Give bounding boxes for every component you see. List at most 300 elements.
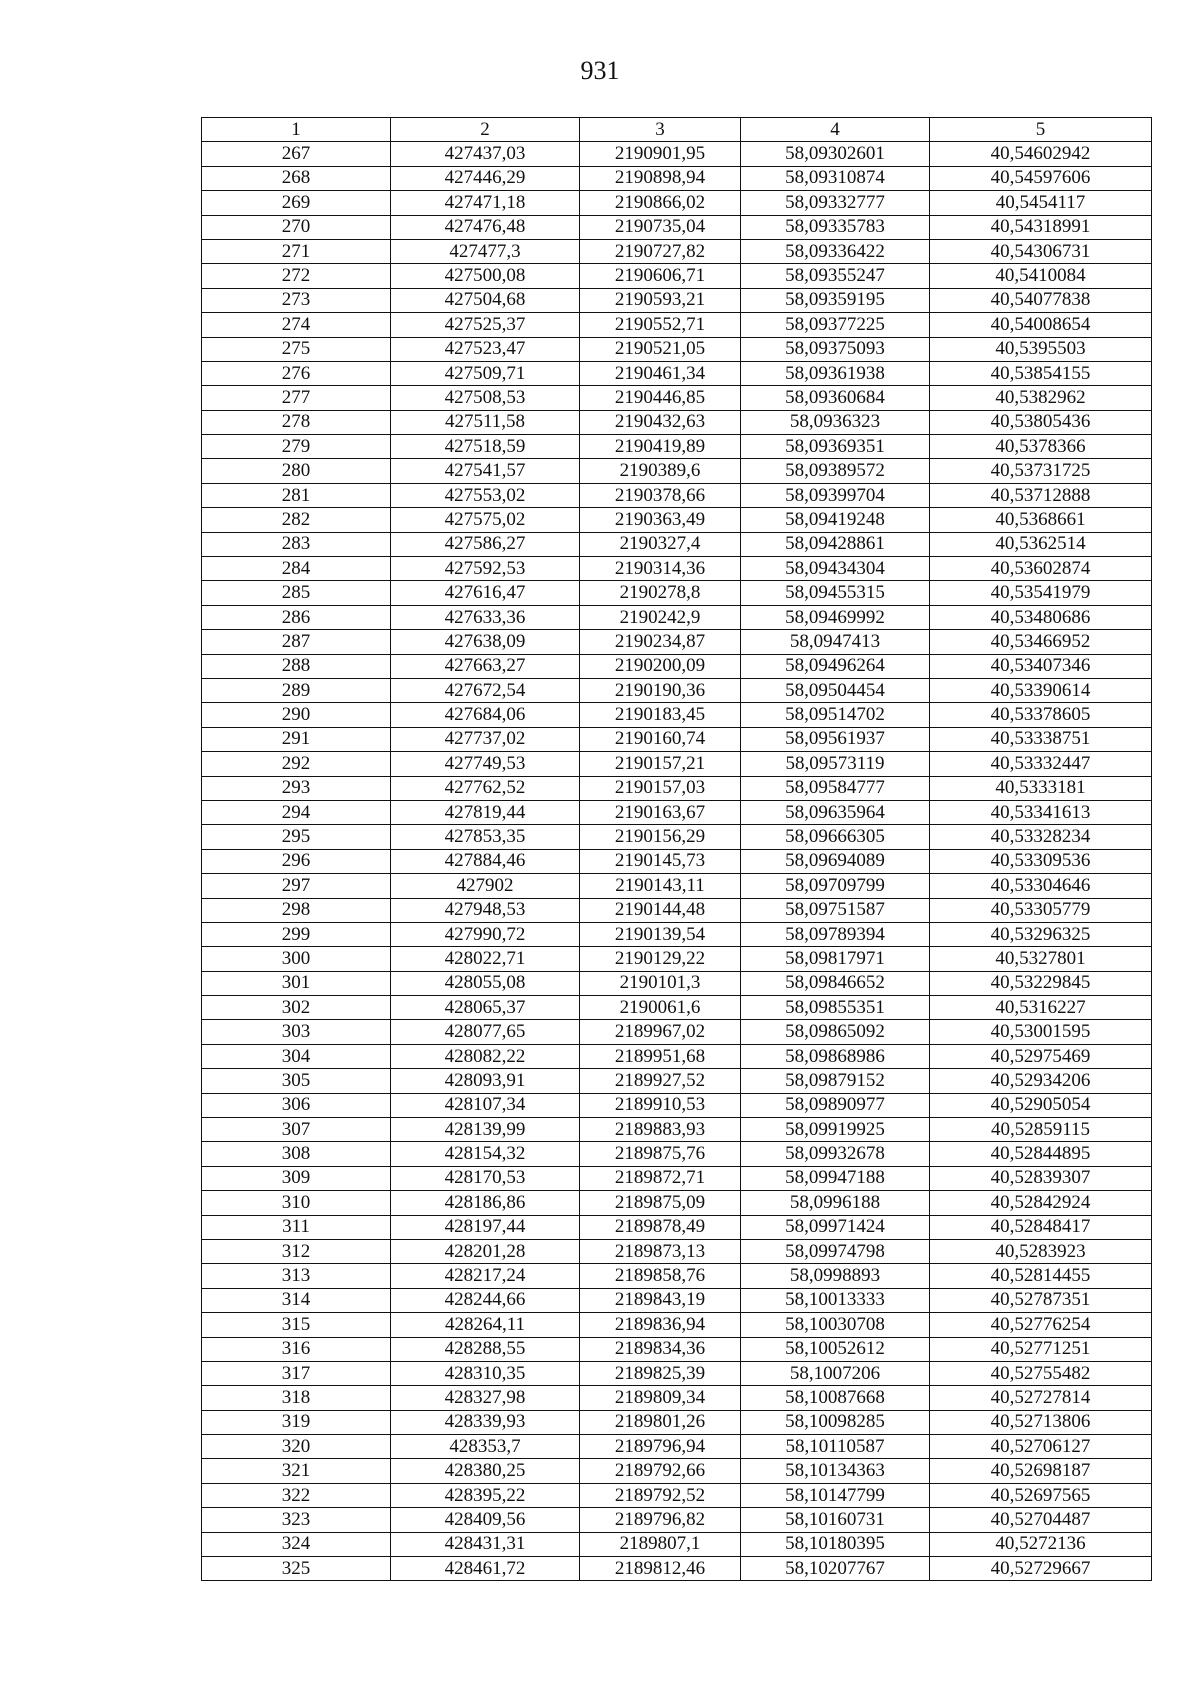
table-row — [202, 1313, 1152, 1337]
table-cell-col-5: 40,53332447 — [930, 752, 1152, 776]
table-cell-col-4: 58,09947188 — [741, 1166, 930, 1190]
table-row — [202, 1142, 1152, 1166]
table-row — [202, 898, 1152, 922]
table-cell-col-4: 58,10180395 — [741, 1532, 930, 1556]
table-cell-col-5: 40,52697565 — [930, 1483, 1152, 1507]
table-cell-col-2: 427575,02 — [391, 508, 580, 532]
table-cell-col-4: 58,09879152 — [741, 1069, 930, 1093]
table-row — [202, 1386, 1152, 1410]
table-cell-col-2: 428327,98 — [391, 1386, 580, 1410]
table-cell-col-1: 290 — [202, 703, 391, 727]
table-cell-col-4: 58,09310874 — [741, 166, 930, 190]
table-body — [202, 142, 1152, 1581]
table-cell-col-5: 40,52814455 — [930, 1264, 1152, 1288]
table-cell-col-3: 2189809,34 — [580, 1386, 741, 1410]
table-cell-col-4: 58,09709799 — [741, 874, 930, 898]
table-cell-col-1: 314 — [202, 1288, 391, 1312]
table-cell-col-3: 2190866,02 — [580, 191, 741, 215]
table-cell-col-5: 40,52776254 — [930, 1313, 1152, 1337]
table-cell-col-1: 295 — [202, 825, 391, 849]
table-cell-col-4: 58,10110587 — [741, 1435, 930, 1459]
table-row — [202, 313, 1152, 337]
table-cell-col-2: 427672,54 — [391, 678, 580, 702]
table-cell-col-1: 288 — [202, 654, 391, 678]
table-cell-col-4: 58,0936323 — [741, 410, 930, 434]
table-cell-col-4: 58,09932678 — [741, 1142, 930, 1166]
table-row — [202, 1557, 1152, 1581]
table-cell-col-4: 58,09359195 — [741, 288, 930, 312]
table-cell-col-2: 428353,7 — [391, 1435, 580, 1459]
table-row — [202, 557, 1152, 581]
table-cell-col-2: 427509,71 — [391, 361, 580, 385]
table-cell-col-2: 428082,22 — [391, 1044, 580, 1068]
table-cell-col-4: 58,09865092 — [741, 1020, 930, 1044]
table-cell-col-1: 289 — [202, 678, 391, 702]
table-cell-col-3: 2189927,52 — [580, 1069, 741, 1093]
table-cell-col-2: 428065,37 — [391, 996, 580, 1020]
table-cell-col-1: 270 — [202, 215, 391, 239]
table-cell-col-3: 2190901,95 — [580, 142, 741, 166]
table-cell-col-3: 2189858,76 — [580, 1264, 741, 1288]
column-header-1: 1 — [202, 118, 391, 142]
table-cell-col-4: 58,1007206 — [741, 1361, 930, 1385]
table-cell-col-4: 58,10098285 — [741, 1410, 930, 1434]
table-cell-col-3: 2189875,76 — [580, 1142, 741, 1166]
table-cell-col-5: 40,52704487 — [930, 1508, 1152, 1532]
table-cell-col-4: 58,09584777 — [741, 776, 930, 800]
table-cell-col-3: 2190314,36 — [580, 557, 741, 581]
table-cell-col-5: 40,52713806 — [930, 1410, 1152, 1434]
table-cell-col-3: 2190190,36 — [580, 678, 741, 702]
table-cell-col-4: 58,09971424 — [741, 1215, 930, 1239]
table-cell-col-4: 58,09635964 — [741, 800, 930, 824]
table-cell-col-3: 2190061,6 — [580, 996, 741, 1020]
table-cell-col-4: 58,09377225 — [741, 313, 930, 337]
table-cell-col-5: 40,52839307 — [930, 1166, 1152, 1190]
table-cell-col-5: 40,53338751 — [930, 727, 1152, 751]
table-cell-col-5: 40,52727814 — [930, 1386, 1152, 1410]
table-cell-col-3: 2190327,4 — [580, 532, 741, 556]
table-cell-col-5: 40,53805436 — [930, 410, 1152, 434]
table-cell-col-2: 428197,44 — [391, 1215, 580, 1239]
column-header-5: 5 — [930, 118, 1152, 142]
table-cell-col-2: 427684,06 — [391, 703, 580, 727]
table-cell-col-3: 2190363,49 — [580, 508, 741, 532]
table-cell-col-1: 304 — [202, 1044, 391, 1068]
table-cell-col-3: 2190461,34 — [580, 361, 741, 385]
table-row — [202, 849, 1152, 873]
table-cell-col-5: 40,5362514 — [930, 532, 1152, 556]
table-cell-col-5: 40,52755482 — [930, 1361, 1152, 1385]
table-cell-col-1: 267 — [202, 142, 391, 166]
table-cell-col-4: 58,10134363 — [741, 1459, 930, 1483]
column-header-3: 3 — [580, 118, 741, 142]
table-row — [202, 996, 1152, 1020]
table-cell-col-2: 428170,53 — [391, 1166, 580, 1190]
table-cell-col-4: 58,10087668 — [741, 1386, 930, 1410]
table-cell-col-4: 58,09573119 — [741, 752, 930, 776]
table-cell-col-2: 427749,53 — [391, 752, 580, 776]
table-cell-col-2: 428244,66 — [391, 1288, 580, 1312]
table-row — [202, 605, 1152, 629]
table-cell-col-1: 282 — [202, 508, 391, 532]
table-cell-col-3: 2189873,13 — [580, 1239, 741, 1263]
table-cell-col-4: 58,09399704 — [741, 483, 930, 507]
table-cell-col-4: 58,09868986 — [741, 1044, 930, 1068]
table-cell-col-1: 281 — [202, 483, 391, 507]
table-cell-col-1: 287 — [202, 630, 391, 654]
table-header — [202, 118, 1152, 142]
table-cell-col-4: 58,09846652 — [741, 971, 930, 995]
table-cell-col-4: 58,09360684 — [741, 386, 930, 410]
table-cell-col-2: 427500,08 — [391, 264, 580, 288]
table-cell-col-2: 427504,68 — [391, 288, 580, 312]
table-cell-col-1: 305 — [202, 1069, 391, 1093]
table-cell-col-2: 427592,53 — [391, 557, 580, 581]
table-cell-col-2: 428431,31 — [391, 1532, 580, 1556]
table-cell-col-2: 428288,55 — [391, 1337, 580, 1361]
table-row — [202, 947, 1152, 971]
table-row — [202, 142, 1152, 166]
table-cell-col-5: 40,53378605 — [930, 703, 1152, 727]
table-cell-col-1: 299 — [202, 922, 391, 946]
table-cell-col-3: 2189878,49 — [580, 1215, 741, 1239]
table-cell-col-2: 427638,09 — [391, 630, 580, 654]
table-cell-col-2: 427525,37 — [391, 313, 580, 337]
table-cell-col-4: 58,10207767 — [741, 1557, 930, 1581]
table-cell-col-2: 428107,34 — [391, 1093, 580, 1117]
table-cell-col-4: 58,09751587 — [741, 898, 930, 922]
table-cell-col-5: 40,52706127 — [930, 1435, 1152, 1459]
table-cell-col-1: 280 — [202, 459, 391, 483]
table-cell-col-4: 58,09302601 — [741, 142, 930, 166]
table-cell-col-5: 40,5272136 — [930, 1532, 1152, 1556]
table-cell-col-2: 428055,08 — [391, 971, 580, 995]
table-cell-col-2: 428217,24 — [391, 1264, 580, 1288]
table-cell-col-3: 2189807,1 — [580, 1532, 741, 1556]
table-cell-col-2: 427553,02 — [391, 483, 580, 507]
table-row — [202, 581, 1152, 605]
table-cell-col-1: 317 — [202, 1361, 391, 1385]
table-cell-col-4: 58,09355247 — [741, 264, 930, 288]
table-cell-col-1: 297 — [202, 874, 391, 898]
table-cell-col-4: 58,0996188 — [741, 1191, 930, 1215]
table-cell-col-3: 2190157,03 — [580, 776, 741, 800]
table-cell-col-4: 58,09336422 — [741, 239, 930, 263]
table-cell-col-3: 2189796,82 — [580, 1508, 741, 1532]
table-cell-col-4: 58,09361938 — [741, 361, 930, 385]
table-cell-col-5: 40,54008654 — [930, 313, 1152, 337]
table-cell-col-3: 2189812,46 — [580, 1557, 741, 1581]
table-cell-col-3: 2190101,3 — [580, 971, 741, 995]
table-cell-col-4: 58,09514702 — [741, 703, 930, 727]
table-row — [202, 288, 1152, 312]
table-cell-col-1: 319 — [202, 1410, 391, 1434]
table-cell-col-2: 427476,48 — [391, 215, 580, 239]
table-cell-col-1: 312 — [202, 1239, 391, 1263]
table-cell-col-2: 428461,72 — [391, 1557, 580, 1581]
table-cell-col-2: 428154,32 — [391, 1142, 580, 1166]
table-row — [202, 386, 1152, 410]
table-cell-col-5: 40,53304646 — [930, 874, 1152, 898]
table-row — [202, 1508, 1152, 1532]
table-cell-col-2: 427819,44 — [391, 800, 580, 824]
table-cell-col-4: 58,09504454 — [741, 678, 930, 702]
table-cell-col-2: 427518,59 — [391, 435, 580, 459]
table-cell-col-2: 427508,53 — [391, 386, 580, 410]
table-row — [202, 239, 1152, 263]
table-cell-col-3: 2190139,54 — [580, 922, 741, 946]
table-row — [202, 1044, 1152, 1068]
table-cell-col-3: 2189883,93 — [580, 1118, 741, 1142]
coordinates-table — [201, 117, 1152, 1581]
table-cell-col-4: 58,09496264 — [741, 654, 930, 678]
table-cell-col-5: 40,52975469 — [930, 1044, 1152, 1068]
table-cell-col-4: 58,09561937 — [741, 727, 930, 751]
table-row — [202, 1264, 1152, 1288]
table-cell-col-2: 427446,29 — [391, 166, 580, 190]
table-cell-col-1: 324 — [202, 1532, 391, 1556]
table-cell-col-5: 40,53480686 — [930, 605, 1152, 629]
table-row — [202, 410, 1152, 434]
table-cell-col-4: 58,0947413 — [741, 630, 930, 654]
table-cell-col-3: 2190552,71 — [580, 313, 741, 337]
table-cell-col-2: 428339,93 — [391, 1410, 580, 1434]
table-cell-col-1: 269 — [202, 191, 391, 215]
table-cell-col-5: 40,5378366 — [930, 435, 1152, 459]
table-cell-col-3: 2190242,9 — [580, 605, 741, 629]
table-cell-col-5: 40,54602942 — [930, 142, 1152, 166]
table-cell-col-3: 2189796,94 — [580, 1435, 741, 1459]
table-cell-col-3: 2190163,67 — [580, 800, 741, 824]
table-row — [202, 800, 1152, 824]
table-cell-col-4: 58,09389572 — [741, 459, 930, 483]
table-cell-col-3: 2189825,39 — [580, 1361, 741, 1385]
table-cell-col-1: 292 — [202, 752, 391, 776]
table-cell-col-4: 58,09428861 — [741, 532, 930, 556]
table-cell-col-1: 291 — [202, 727, 391, 751]
table-cell-col-4: 58,0998893 — [741, 1264, 930, 1288]
table-cell-col-2: 427616,47 — [391, 581, 580, 605]
table-cell-col-2: 428380,25 — [391, 1459, 580, 1483]
table-cell-col-1: 285 — [202, 581, 391, 605]
table-cell-col-3: 2190521,05 — [580, 337, 741, 361]
table-cell-col-4: 58,09332777 — [741, 191, 930, 215]
page-number: 931 — [580, 56, 620, 85]
table-cell-col-3: 2190156,29 — [580, 825, 741, 849]
table-row — [202, 727, 1152, 751]
table-cell-col-2: 427948,53 — [391, 898, 580, 922]
table-cell-col-5: 40,52934206 — [930, 1069, 1152, 1093]
table-cell-col-5: 40,5368661 — [930, 508, 1152, 532]
table-cell-col-5: 40,53731725 — [930, 459, 1152, 483]
table-cell-col-2: 428201,28 — [391, 1239, 580, 1263]
table-cell-col-5: 40,54306731 — [930, 239, 1152, 263]
table-cell-col-5: 40,52787351 — [930, 1288, 1152, 1312]
table-cell-col-1: 307 — [202, 1118, 391, 1142]
table-cell-col-4: 58,10052612 — [741, 1337, 930, 1361]
table-cell-col-3: 2189875,09 — [580, 1191, 741, 1215]
table-cell-col-5: 40,5333181 — [930, 776, 1152, 800]
table-cell-col-5: 40,52771251 — [930, 1337, 1152, 1361]
table-cell-col-1: 308 — [202, 1142, 391, 1166]
table-cell-col-5: 40,52844895 — [930, 1142, 1152, 1166]
table-cell-col-1: 302 — [202, 996, 391, 1020]
table-cell-col-2: 427902 — [391, 874, 580, 898]
table-row — [202, 1483, 1152, 1507]
table-cell-col-5: 40,53854155 — [930, 361, 1152, 385]
table-cell-col-4: 58,09855351 — [741, 996, 930, 1020]
table-cell-col-4: 58,10147799 — [741, 1483, 930, 1507]
table-cell-col-1: 323 — [202, 1508, 391, 1532]
table-cell-col-3: 2189834,36 — [580, 1337, 741, 1361]
table-row — [202, 1239, 1152, 1263]
table-cell-col-2: 427437,03 — [391, 142, 580, 166]
table-cell-col-2: 428310,35 — [391, 1361, 580, 1385]
table-cell-col-1: 298 — [202, 898, 391, 922]
header-row — [202, 118, 1152, 142]
table-cell-col-5: 40,53712888 — [930, 483, 1152, 507]
table-cell-col-2: 427884,46 — [391, 849, 580, 873]
table-cell-col-2: 428264,11 — [391, 1313, 580, 1337]
table-cell-col-2: 428093,91 — [391, 1069, 580, 1093]
table-cell-col-5: 40,53229845 — [930, 971, 1152, 995]
table-cell-col-2: 427471,18 — [391, 191, 580, 215]
table-cell-col-3: 2190200,09 — [580, 654, 741, 678]
table-cell-col-3: 2190898,94 — [580, 166, 741, 190]
table-cell-col-1: 273 — [202, 288, 391, 312]
table-cell-col-1: 277 — [202, 386, 391, 410]
table-cell-col-3: 2190735,04 — [580, 215, 741, 239]
table-row — [202, 703, 1152, 727]
table-row — [202, 1093, 1152, 1117]
table-cell-col-2: 428139,99 — [391, 1118, 580, 1142]
table-row — [202, 1410, 1152, 1434]
table-cell-col-3: 2190419,89 — [580, 435, 741, 459]
table-cell-col-4: 58,09375093 — [741, 337, 930, 361]
table-cell-col-5: 40,5395503 — [930, 337, 1152, 361]
table-cell-col-5: 40,5410084 — [930, 264, 1152, 288]
table-cell-col-2: 427511,58 — [391, 410, 580, 434]
table-cell-col-5: 40,53602874 — [930, 557, 1152, 581]
table-row — [202, 215, 1152, 239]
table-row — [202, 361, 1152, 385]
table-cell-col-1: 325 — [202, 1557, 391, 1581]
table-cell-col-1: 301 — [202, 971, 391, 995]
table-cell-col-4: 58,09789394 — [741, 922, 930, 946]
table-row — [202, 630, 1152, 654]
table-cell-col-5: 40,5454117 — [930, 191, 1152, 215]
table-cell-col-2: 427586,27 — [391, 532, 580, 556]
table-cell-col-1: 300 — [202, 947, 391, 971]
table-cell-col-3: 2190432,63 — [580, 410, 741, 434]
table-cell-col-3: 2189843,19 — [580, 1288, 741, 1312]
table-cell-col-2: 427990,72 — [391, 922, 580, 946]
table-row — [202, 483, 1152, 507]
table-cell-col-5: 40,53390614 — [930, 678, 1152, 702]
table-row — [202, 1191, 1152, 1215]
table-cell-col-4: 58,10030708 — [741, 1313, 930, 1337]
table-cell-col-3: 2189792,66 — [580, 1459, 741, 1483]
table-cell-col-4: 58,09335783 — [741, 215, 930, 239]
table-cell-col-5: 40,52859115 — [930, 1118, 1152, 1142]
table-cell-col-3: 2190727,82 — [580, 239, 741, 263]
table-cell-col-1: 318 — [202, 1386, 391, 1410]
table-cell-col-1: 284 — [202, 557, 391, 581]
table-row — [202, 1020, 1152, 1044]
table-cell-col-5: 40,52729667 — [930, 1557, 1152, 1581]
table-cell-col-1: 286 — [202, 605, 391, 629]
table-row — [202, 166, 1152, 190]
table-cell-col-5: 40,53309536 — [930, 849, 1152, 873]
table-cell-col-1: 309 — [202, 1166, 391, 1190]
table-cell-col-3: 2190378,66 — [580, 483, 741, 507]
table-cell-col-1: 272 — [202, 264, 391, 288]
table-cell-col-3: 2189910,53 — [580, 1093, 741, 1117]
table-row — [202, 191, 1152, 215]
table-row — [202, 1337, 1152, 1361]
table-row — [202, 971, 1152, 995]
table-row — [202, 1166, 1152, 1190]
table-cell-col-4: 58,10160731 — [741, 1508, 930, 1532]
table-cell-col-3: 2189967,02 — [580, 1020, 741, 1044]
table-cell-col-1: 315 — [202, 1313, 391, 1337]
table-cell-col-1: 306 — [202, 1093, 391, 1117]
table-cell-col-5: 40,54077838 — [930, 288, 1152, 312]
table-cell-col-1: 310 — [202, 1191, 391, 1215]
table-cell-col-4: 58,09434304 — [741, 557, 930, 581]
table-row — [202, 1069, 1152, 1093]
table-cell-col-5: 40,53305779 — [930, 898, 1152, 922]
table-row — [202, 532, 1152, 556]
table-row — [202, 1215, 1152, 1239]
table-row — [202, 922, 1152, 946]
table-cell-col-1: 283 — [202, 532, 391, 556]
table-row — [202, 435, 1152, 459]
table-cell-col-3: 2190157,21 — [580, 752, 741, 776]
table-cell-col-2: 427523,47 — [391, 337, 580, 361]
table-row — [202, 874, 1152, 898]
table-cell-col-2: 428409,56 — [391, 1508, 580, 1532]
table-cell-col-5: 40,5283923 — [930, 1239, 1152, 1263]
table-cell-col-5: 40,53296325 — [930, 922, 1152, 946]
table-cell-col-1: 303 — [202, 1020, 391, 1044]
table-cell-col-2: 427541,57 — [391, 459, 580, 483]
table-cell-col-1: 296 — [202, 849, 391, 873]
table-cell-col-5: 40,53466952 — [930, 630, 1152, 654]
table-cell-col-1: 311 — [202, 1215, 391, 1239]
table-row — [202, 1435, 1152, 1459]
table-cell-col-2: 427477,3 — [391, 239, 580, 263]
table-cell-col-1: 276 — [202, 361, 391, 385]
table-cell-col-2: 427762,52 — [391, 776, 580, 800]
table-cell-col-3: 2190593,21 — [580, 288, 741, 312]
table-row — [202, 776, 1152, 800]
table-cell-col-5: 40,53001595 — [930, 1020, 1152, 1044]
table-cell-col-2: 427663,27 — [391, 654, 580, 678]
table-cell-col-5: 40,52698187 — [930, 1459, 1152, 1483]
table-row — [202, 825, 1152, 849]
table-cell-col-1: 268 — [202, 166, 391, 190]
table-row — [202, 1532, 1152, 1556]
table-row — [202, 678, 1152, 702]
table-cell-col-4: 58,09369351 — [741, 435, 930, 459]
table-cell-col-2: 428077,65 — [391, 1020, 580, 1044]
table-row — [202, 1288, 1152, 1312]
table-cell-col-4: 58,09469992 — [741, 605, 930, 629]
table-row — [202, 1118, 1152, 1142]
table-cell-col-2: 428395,22 — [391, 1483, 580, 1507]
